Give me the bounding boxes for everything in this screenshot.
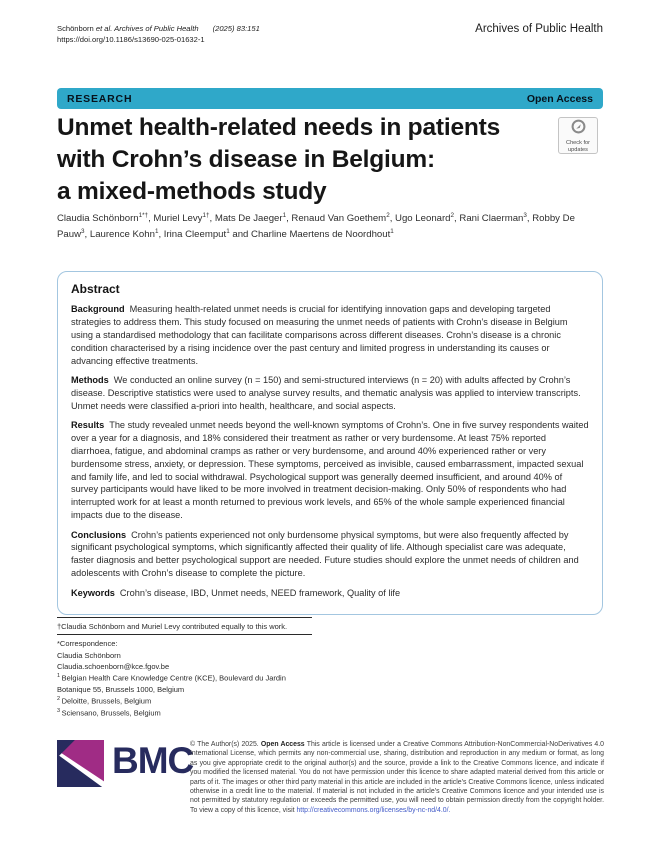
bmc-logo <box>57 740 194 787</box>
copyright-text <box>190 740 604 815</box>
correspondence-email[interactable]: Claudia.schoenborn@kce.fgov.be <box>57 661 170 671</box>
correspondence-name: Claudia Schönborn <box>57 650 121 660</box>
citation-author: Schönborn <box>57 24 96 33</box>
abstract-box <box>57 271 603 615</box>
author: Robby De Pauw$^3$ <box>57 213 575 241</box>
citation-line <box>57 23 260 34</box>
title-line: a mixed-methods study <box>57 177 327 205</box>
journal-name: Archives of Public Health <box>475 23 603 35</box>
equal-contribution-note: †Claudia Schönborn and Muriel Levy contributed equally to this work. <box>57 621 288 631</box>
affiliation: $^3$ Sciensano, Brussels, Belgium <box>57 707 161 718</box>
open-access-bold: Open Access <box>260 741 305 748</box>
affiliation-list <box>57 672 312 719</box>
article-type-banner <box>57 88 603 109</box>
author: Irina Cleemput$^1$ <box>163 228 230 241</box>
license-text: This article is licensed under a Creative Commons Attribution-NonCommercial-NoDerivatives 4.0 International License, which permits any non-commercial use, sharing, distribution and reproduction in any medium or format, as long as you give appropriate credit to the original author(s) and the source, provide a link to the Creative Commons licence, and indicate if you modified the licensed material. You do not have permission under this licence to share adapted material derived from this article or parts of it. The images or other third party material in this article are included in the article’s Creative Commons licence, unless indicated otherwise in a credit line to the material. If material is not included in the article’s Creative Commons licence and your intended use is not permitted by statutory regulation or exceeds the permitted use, you will need to obtain permission directly from the copyright holder. To view a copy of this licence, visit <box>190 741 604 814</box>
title-line: with Crohn’s disease in Belgium: <box>57 145 435 173</box>
correspondence-label: *Correspondence: <box>57 639 118 649</box>
doi-link[interactable]: https://doi.org/10.1186/s13690-025-01632-1 <box>57 35 205 44</box>
citation-ref: (2025) 83:151 <box>212 24 260 33</box>
author: Muriel Levy$^{1\dagger}$ <box>153 212 210 225</box>
article-type-label: RESEARCH <box>67 92 133 105</box>
page-header <box>57 23 603 45</box>
author: Rani Claerman$^3$ <box>459 212 527 225</box>
author: Ugo Leonard$^2$ <box>395 212 455 225</box>
affiliation: $^1$ Belgian Health Care Knowledge Centre (KCE), Boulevard du Jardin Botanique 55, Brussels 1000, Belgium <box>57 673 286 694</box>
author: Claudia Schönborn$^{1*\dagger}$ <box>57 212 149 225</box>
abstract-section-methods: Methods We conducted an online survey (n = 150) and semi-structured interviews (n = 20) with adults affected by Crohn’s disease. Descriptive statistics were used to analyse survey results, and thematic analysis was applied to interview transcripts. Unmet needs were classified a-priori into health, healthcare, and social aspects. <box>71 374 581 411</box>
affiliation: $^2$ Deloitte, Brussels, Belgium <box>57 696 152 706</box>
abstract-paragraphs <box>71 303 589 599</box>
abstract-section-background: Background Measuring health-related unmet needs is crucial for identifying innovation gaps and developing targeted strategies to address them. This study focused on measuring the unmet needs of patients with Crohn’s disease in Belgium using a standardised methodology that can facilitate comparisons across different diseases. Crohn’s disease is a chronic condition characterised by a rising incidence over the past century and limited progress in understanding its causes or advancing effective treatments. <box>71 304 568 366</box>
footer <box>57 740 604 815</box>
title-line: Unmet health-related needs in patients <box>57 114 501 141</box>
author: Renaud Van Goethem$^2$ <box>291 212 390 225</box>
abstract-section-results: Results The study revealed unmet needs beyond the well-known symptoms of Crohn’s. One in five survey respondents waited over a year for a diagnosis, and 18% considered their treatment as rather or very burdensome. At least 75% reported diarrhoea, fatigue, and abdominal cramps as rather or very burdensome, and around 40% experienced rather or very burdensome stress, anxiety, or depression. These symptoms, perceived as invisible, caused embarrassment, impacted sexual and family life, and led to social withdrawal. Psychological support was generally deemed insufficient, and around 40% of survey participants would have liked to be more involved in treatment decision-making. Only 50% of respondents who had interrupted work for at least a month returned to previous work levels, and 65% of the whole sample experienced financial impacts due to the disease. <box>71 420 589 521</box>
check-for-updates-label: Check for updates <box>566 140 590 153</box>
license-link[interactable]: http://creativecommons.org/licenses/by-nc-nd/4.0/. <box>296 806 451 814</box>
footnotes <box>57 617 312 719</box>
abstract-section-keywords: Keywords Crohn’s disease, IBD, Unmet needs, NEED framework, Quality of life <box>71 587 401 598</box>
citation-block <box>57 23 260 45</box>
copyright-prefix: © The Author(s) 2025. <box>190 741 261 748</box>
author: Mats De Jaeger$^1$ <box>214 212 287 225</box>
author-list: Claudia Schönborn$^{1*\dagger}$, Muriel Levy$^{1\dagger}$, Mats De Jaeger$^1$, Renaud Van Goethem$^2$, Ugo Leonard$^2$, Rani Claerman$^3$, Robby De Pauw$^3$, Laurence Kohn$^1$, Irina Cleemput$^1$ and Charline Maertens de Noordhout$^1$ <box>57 212 575 241</box>
check-for-updates-badge[interactable] <box>558 117 598 154</box>
abstract-section-conclusions: Conclusions Crohn’s patients experienced not only burdensome physical symptoms, but were also frequently affected by significant psychological symptoms, which significantly affected their quality of life. Although specialist care was adequate, faster diagnosis and better psychological support are needed. Future studies should explore the unmet needs of children and adolescents with Crohn’s disease to complete the picture. <box>71 529 579 579</box>
article-title <box>57 112 547 208</box>
open-access-label: Open Access <box>526 92 593 105</box>
correspondence-block <box>57 635 312 718</box>
bmc-logo-icon <box>57 740 104 787</box>
citation-journal: et al. Archives of Public Health <box>95 24 199 33</box>
author: Laurence Kohn$^1$ <box>89 228 159 241</box>
abstract-heading: Abstract <box>71 282 120 296</box>
author: Charline Maertens de Noordhout$^1$ <box>251 228 394 241</box>
bmc-logo-text: BMC <box>112 740 194 781</box>
crossmark-icon <box>571 119 586 139</box>
